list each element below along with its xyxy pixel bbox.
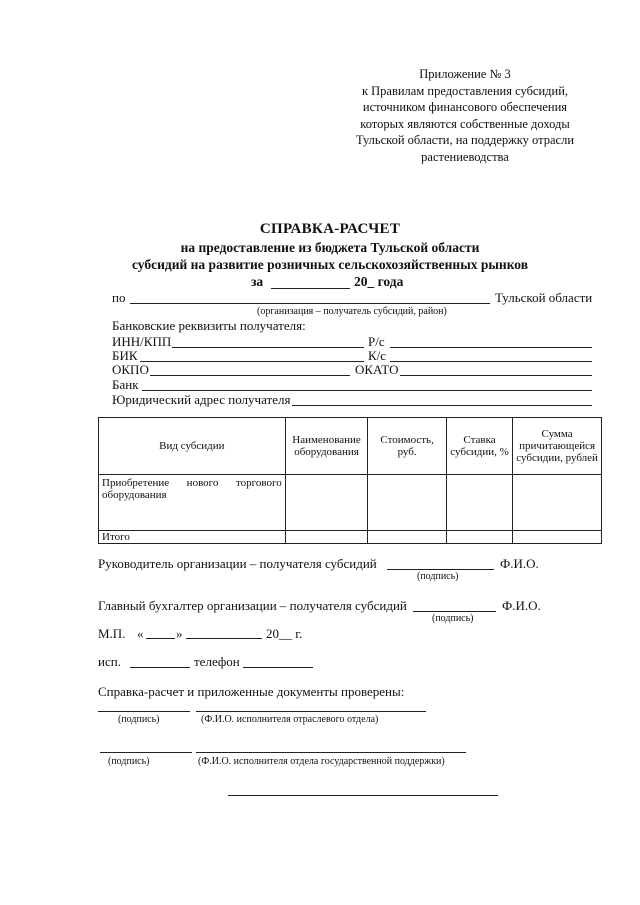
subsidy-table <box>98 417 602 544</box>
year-suffix: 20__ г. <box>266 626 303 641</box>
document-subtitle-2: субсидий на развитие розничных сельскохозяйственных рынков <box>131 257 528 272</box>
check-sign-field-1[interactable] <box>98 711 190 712</box>
isp-field[interactable] <box>130 667 190 668</box>
head-signature-caption: (подпись) <box>417 571 459 582</box>
rs-label: Р/с <box>368 334 385 349</box>
header-cell: Вид субсидии <box>99 418 286 475</box>
okpo-label: ОКПО <box>112 362 149 377</box>
total-label: Итого <box>99 531 286 544</box>
quote-open: « <box>137 626 144 641</box>
month-field[interactable] <box>186 638 262 639</box>
rs-field[interactable] <box>390 347 592 348</box>
check-fio-caption-1: (Ф.И.О. исполнителя отраслевого отдела) <box>201 714 379 725</box>
table-cell[interactable] <box>513 475 602 531</box>
header-cell: Сумма причитающейся субсидии, рублей <box>513 418 602 475</box>
head-label: Руководитель организации – получателя субсидий <box>98 556 377 571</box>
head-fio-label: Ф.И.О. <box>500 556 539 571</box>
bik-label: БИК <box>112 348 138 363</box>
table-total-row <box>99 531 602 544</box>
ks-label: К/с <box>368 348 387 363</box>
legal-address-label: Юридический адрес получателя <box>112 392 291 407</box>
check-sign-caption-1: (подпись) <box>118 714 160 725</box>
table-cell[interactable] <box>368 475 447 531</box>
recipient-region: Тульской области <box>495 290 593 305</box>
row-label: Приобретение нового торгового оборудования <box>102 477 282 501</box>
annex-line: источником финансового обеспечения <box>362 100 568 114</box>
document-subtitle: на предоставление из бюджета Тульской области <box>180 240 480 255</box>
check-fio-field-1[interactable] <box>196 711 426 712</box>
table-header-row <box>99 418 602 475</box>
table-row <box>99 475 602 531</box>
inn-kpp-field[interactable] <box>172 347 364 348</box>
bank-field[interactable] <box>142 390 592 391</box>
table-cell[interactable] <box>446 475 512 531</box>
check-fio-field-2[interactable] <box>196 752 466 753</box>
table-cell[interactable] <box>446 531 512 544</box>
annex-line: Тульской области, на поддержку отрасли <box>355 133 575 147</box>
period-label: за <box>251 274 264 289</box>
annex-line: которых являются собственные доходы <box>360 116 570 131</box>
recipient-po-label: по <box>112 290 126 305</box>
bank-heading: Банковские реквизиты получателя: <box>112 318 306 333</box>
header-cell: Наименование оборудования <box>285 418 368 475</box>
header-cell: Стоимость, руб. <box>368 418 447 475</box>
table-cell[interactable] <box>368 531 447 544</box>
day-field[interactable] <box>146 638 175 639</box>
bik-field[interactable] <box>140 361 364 362</box>
bottom-line <box>228 795 498 796</box>
okpo-field[interactable] <box>150 375 350 376</box>
annex-line: к Правилам предоставления субсидий, <box>361 83 569 98</box>
accountant-signature-field[interactable] <box>413 611 496 612</box>
ks-field[interactable] <box>390 361 592 362</box>
checked-label: Справка-расчет и приложенные документы проверены: <box>98 684 405 699</box>
inn-kpp-label: ИНН/КПП <box>112 334 172 349</box>
check-fio-caption-2: (Ф.И.О. исполнителя отдела государственной поддержки) <box>198 756 445 767</box>
table-cell[interactable] <box>513 531 602 544</box>
annex-line: растениеводства <box>421 149 509 164</box>
accountant-fio-label: Ф.И.О. <box>502 598 541 613</box>
check-sign-field-2[interactable] <box>100 752 192 753</box>
recipient-field[interactable] <box>130 303 490 304</box>
document-title: СПРАВКА-РАСЧЕТ <box>259 221 401 237</box>
phone-label: телефон <box>194 654 240 669</box>
phone-field[interactable] <box>243 667 313 668</box>
period-field[interactable] <box>271 288 350 289</box>
isp-label: исп. <box>98 654 121 669</box>
recipient-caption: (организация – получатель субсидий, район) <box>257 306 447 317</box>
period-year: 20_ года <box>354 274 404 289</box>
mp-label: М.П. <box>98 626 126 641</box>
annex-block <box>330 66 600 165</box>
annex-line: Приложение № 3 <box>419 67 511 81</box>
head-signature-field[interactable] <box>387 569 494 570</box>
header-cell: Ставка субсидии, % <box>446 418 512 475</box>
quote-close: » <box>176 626 183 641</box>
bank-label: Банк <box>112 377 139 392</box>
accountant-label: Главный бухгалтер организации – получателя субсидий <box>98 598 407 613</box>
okato-label: ОКАТО <box>355 362 399 377</box>
table-cell[interactable] <box>285 531 368 544</box>
okato-field[interactable] <box>400 375 592 376</box>
table-cell[interactable] <box>285 475 368 531</box>
accountant-signature-caption: (подпись) <box>432 613 474 624</box>
check-sign-caption-2: (подпись) <box>108 756 150 767</box>
legal-address-field[interactable] <box>292 405 592 406</box>
